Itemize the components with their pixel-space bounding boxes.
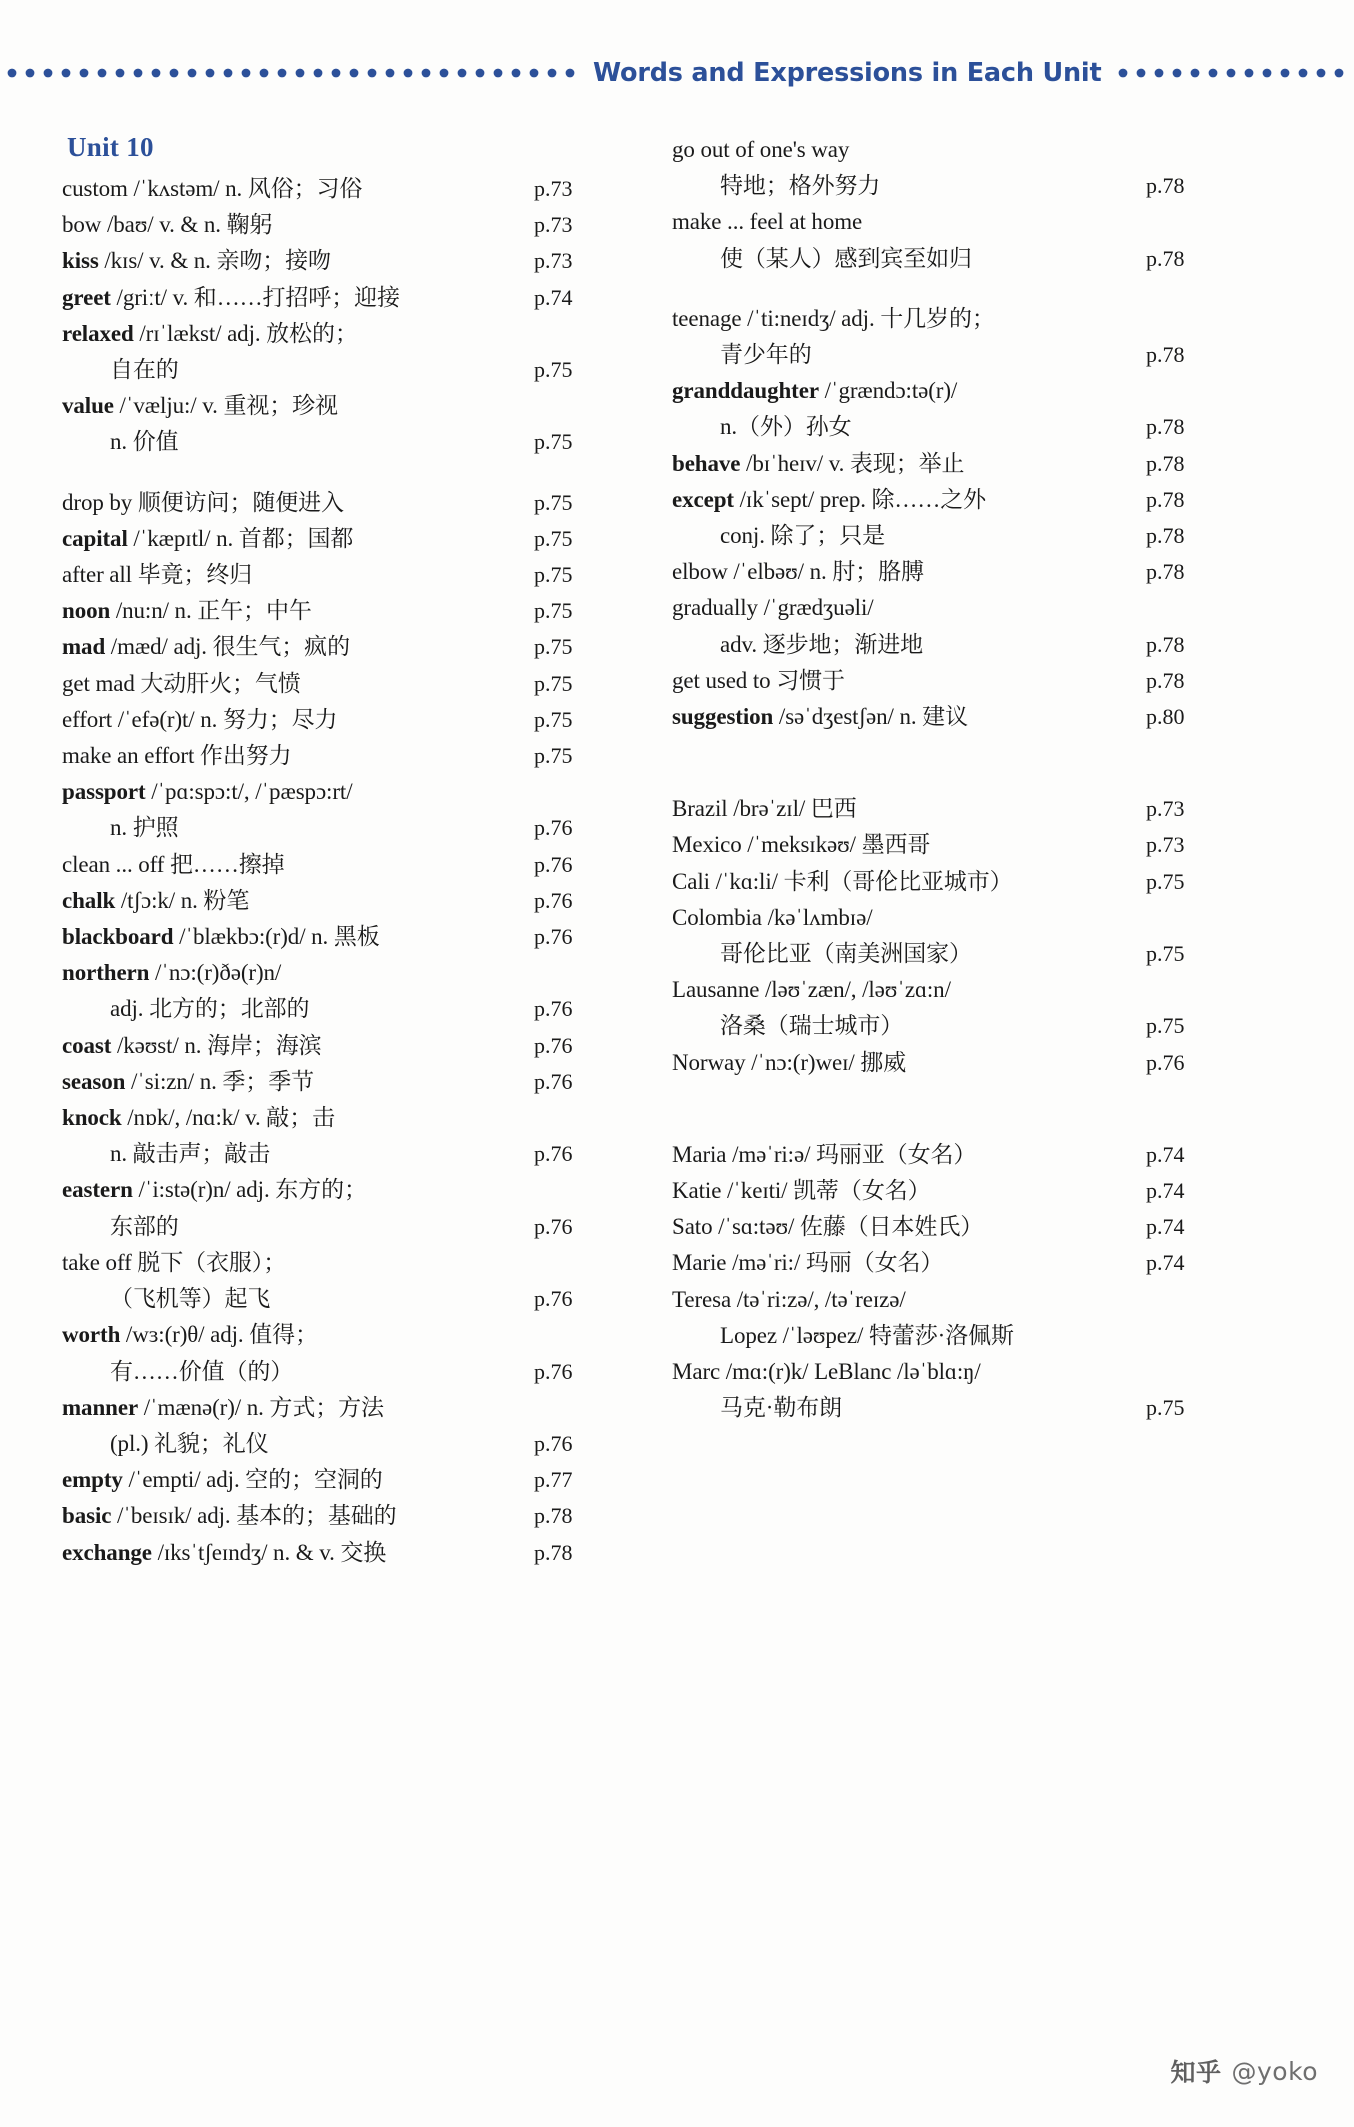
vocab-entry-page: p.75 bbox=[534, 743, 573, 769]
vocab-entry bbox=[672, 1354, 1212, 1390]
vocab-entry bbox=[672, 301, 1212, 337]
vocab-entry-text: 马克·勒布朗 bbox=[720, 1395, 843, 1421]
vocab-entry bbox=[672, 1245, 1212, 1281]
vocab-entry-text: relaxed /rɪˈlækst/ adj. 放松的； bbox=[62, 320, 358, 346]
vocab-entry-text: Lopez /ˈləʊpez/ 特蕾莎·洛佩斯 bbox=[720, 1322, 1014, 1348]
header-dots-left bbox=[4, 67, 579, 79]
vocab-entry bbox=[62, 207, 602, 243]
vocab-entry bbox=[62, 352, 602, 388]
vocab-entry-page: p.78 bbox=[534, 1503, 573, 1529]
watermark-logo: 知乎 bbox=[1170, 2058, 1222, 2087]
vocab-entry bbox=[62, 629, 602, 665]
vocab-entry-page: p.76 bbox=[534, 1068, 573, 1094]
vocab-entry bbox=[62, 810, 602, 846]
vocab-entry-page: p.76 bbox=[534, 996, 573, 1022]
vocab-entry bbox=[62, 485, 602, 521]
vocab-entry-text: get used to 习惯于 bbox=[672, 667, 845, 693]
vocab-entry bbox=[62, 883, 602, 919]
vocab-entry-text: adj. 北方的；北部的 bbox=[110, 996, 310, 1022]
vocab-entry bbox=[62, 171, 602, 207]
vocab-entry bbox=[672, 972, 1212, 1008]
vocab-entry-page: p.75 bbox=[1146, 1013, 1185, 1039]
vocab-entry-text: kiss /kɪs/ v. & n. 亲吻；接吻 bbox=[62, 248, 331, 274]
vocab-entry-text: passport /ˈpɑ:spɔ:t/, /ˈpæspɔ:rt/ bbox=[62, 779, 353, 805]
vocab-entry bbox=[62, 1462, 602, 1498]
vocab-entry-text: effort /ˈefə(r)t/ n. 努力；尽力 bbox=[62, 706, 338, 732]
vocab-entry-page: p.77 bbox=[534, 1467, 573, 1493]
vocab-entry-page: p.73 bbox=[534, 248, 573, 274]
vocab-entry-page: p.75 bbox=[534, 706, 573, 732]
vocab-entry-text: empty /ˈempti/ adj. 空的；空洞的 bbox=[62, 1467, 383, 1493]
vocab-entry-page: p.75 bbox=[534, 670, 573, 696]
watermark-handle: @yoko bbox=[1231, 2056, 1318, 2086]
vocab-entry bbox=[672, 1173, 1212, 1209]
vocab-entry-page: p.78 bbox=[1146, 667, 1185, 693]
vocab-entry-page: p.78 bbox=[1146, 631, 1185, 657]
vocab-entry-text: Katie /ˈkeɪti/ 凯蒂（女名） bbox=[672, 1178, 931, 1204]
vocab-entry-text: season /ˈsi:zn/ n. 季；季节 bbox=[62, 1068, 314, 1094]
vocab-entry-text: n.（外）孙女 bbox=[720, 414, 852, 440]
vocab-entry bbox=[672, 1045, 1212, 1081]
vocab-entry bbox=[62, 1317, 602, 1353]
vocab-entry-page: p.78 bbox=[1146, 523, 1185, 549]
vocab-entry-text: worth /wɜ:(r)θ/ adj. 值得； bbox=[62, 1322, 318, 1348]
vocab-entry bbox=[672, 1282, 1212, 1318]
vocab-entry-page: p.76 bbox=[534, 1213, 573, 1239]
unit-title: Unit 10 bbox=[67, 132, 154, 162]
vocab-entry-page: p.76 bbox=[534, 1358, 573, 1384]
vocab-entry-text: noon /nu:n/ n. 正午；中午 bbox=[62, 598, 312, 624]
vocab-entry-text: blackboard /ˈblækbɔ:(r)d/ n. 黑板 bbox=[62, 924, 380, 950]
vocab-entry-text: after all 毕竟；终归 bbox=[62, 562, 253, 588]
vocab-entry-page: p.73 bbox=[1146, 796, 1185, 822]
vocab-entry-page: p.75 bbox=[534, 429, 573, 455]
vocab-entry-text: Norway /ˈnɔ:(r)weɪ/ 挪威 bbox=[672, 1049, 907, 1075]
vocab-entry-page: p.73 bbox=[1146, 832, 1185, 858]
vocab-entry-text: Sato /ˈsɑ:təʊ/ 佐藤（日本姓氏） bbox=[672, 1214, 984, 1240]
right-column bbox=[672, 132, 1212, 2127]
vocab-entry-page: p.76 bbox=[534, 1032, 573, 1058]
vocab-entry bbox=[62, 702, 602, 738]
vocab-entry-text: Cali /ˈkɑ:li/ 卡利（哥伦比亚城市） bbox=[672, 868, 1013, 894]
vocab-entry bbox=[62, 738, 602, 774]
vocab-entry-text: basic /ˈbeɪsɪk/ adj. 基本的；基础的 bbox=[62, 1503, 397, 1529]
vocab-entry-text: except /ɪkˈsept/ prep. 除……之外 bbox=[672, 486, 987, 512]
vocab-entry-text: 青少年的 bbox=[720, 342, 812, 368]
vocab-entry bbox=[62, 666, 602, 702]
vocab-entry-page: p.74 bbox=[1146, 1250, 1185, 1276]
vocab-entry-text: greet /griːt/ v. 和……打招呼；迎接 bbox=[62, 284, 400, 310]
vocab-entry-text: adv. 逐步地；渐进地 bbox=[720, 631, 924, 657]
vocab-entry bbox=[62, 1245, 602, 1281]
vocab-entry-text: drop by 顺便访问；随便进入 bbox=[62, 489, 344, 515]
vocab-entry-text: Colombia /kəˈlʌmbɪə/ bbox=[672, 904, 873, 930]
vocab-entry-text: coast /kəʊst/ n. 海岸；海滨 bbox=[62, 1032, 322, 1058]
vocab-entry-text: conj. 除了；只是 bbox=[720, 523, 885, 549]
vocab-entry-page: p.78 bbox=[1146, 559, 1185, 585]
vocab-entry bbox=[672, 663, 1212, 699]
vocab-entry-text: n. 价值 bbox=[110, 429, 179, 455]
vocab-entry bbox=[62, 991, 602, 1027]
vocab-entry-page: p.76 bbox=[534, 1141, 573, 1167]
vocab-entry bbox=[62, 316, 602, 352]
vocab-entry bbox=[672, 241, 1212, 277]
vocab-entry-text: take off 脱下（衣服）； bbox=[62, 1249, 287, 1275]
header-dots-right bbox=[1115, 67, 1350, 79]
vocab-entry bbox=[62, 593, 602, 629]
vocab-entry-text: behave /bɪˈheɪv/ v. 表现；举止 bbox=[672, 450, 965, 476]
vocab-entry-text: value /ˈvælju:/ v. 重视；珍视 bbox=[62, 393, 338, 419]
vocab-entry bbox=[62, 521, 602, 557]
vocab-entry-page: p.78 bbox=[534, 1539, 573, 1565]
vocab-entry-page: p.74 bbox=[1146, 1178, 1185, 1204]
vocab-entry bbox=[62, 847, 602, 883]
vocab-entry bbox=[672, 1209, 1212, 1245]
vocab-entry-text: 哥伦比亚（南美洲国家） bbox=[720, 941, 972, 967]
vocab-entry bbox=[672, 132, 1212, 168]
vocab-entry bbox=[672, 699, 1212, 735]
vocab-entry-text: (pl.) 礼貌；礼仪 bbox=[110, 1430, 269, 1456]
vocab-entry-page: p.75 bbox=[534, 357, 573, 383]
vocab-entry bbox=[62, 243, 602, 279]
vocab-entry-page: p.78 bbox=[1146, 173, 1185, 199]
vocab-entry-page: p.75 bbox=[1146, 868, 1185, 894]
vocab-entry-page: p.74 bbox=[1146, 1214, 1185, 1240]
vocab-entry-text: Marc /mɑ:(r)k/ LeBlanc /ləˈblɑ:ŋ/ bbox=[672, 1359, 981, 1385]
vocab-entry-text: gradually /ˈgrædʒuəli/ bbox=[672, 595, 874, 621]
vocab-entry-page: p.78 bbox=[1146, 486, 1185, 512]
vocab-entry bbox=[62, 280, 602, 316]
vocab-entry bbox=[672, 1008, 1212, 1044]
vocab-entry bbox=[672, 1137, 1212, 1173]
vocab-entry bbox=[672, 482, 1212, 518]
vocab-entry bbox=[672, 518, 1212, 554]
vocab-entry-page: p.75 bbox=[1146, 1395, 1185, 1421]
vocab-entry-page: p.75 bbox=[534, 562, 573, 588]
vocab-entry-text: get mad 大动肝火；气愤 bbox=[62, 670, 301, 696]
vocab-entry-page: p.75 bbox=[534, 489, 573, 515]
vocab-entry-page: p.75 bbox=[534, 634, 573, 660]
vocab-entry bbox=[672, 900, 1212, 936]
vocab-entry-page: p.76 bbox=[1146, 1049, 1185, 1075]
vocab-entry-page: p.74 bbox=[1146, 1141, 1185, 1167]
vocab-entry-text: manner /ˈmænə(r)/ n. 方式；方法 bbox=[62, 1394, 384, 1420]
right-entry-list bbox=[672, 132, 1212, 1427]
vocab-entry bbox=[672, 446, 1212, 482]
vocab-entry bbox=[62, 1426, 602, 1462]
vocab-entry-text: make ... feel at home bbox=[672, 209, 863, 235]
vocab-entry-text: 洛桑（瑞士城市） bbox=[720, 1013, 904, 1039]
page-header bbox=[0, 52, 1354, 94]
vocab-entry-page: p.76 bbox=[534, 815, 573, 841]
vocab-entry-page: p.75 bbox=[1146, 941, 1185, 967]
vocab-entry bbox=[672, 373, 1212, 409]
vocab-entry-text: Teresa /təˈri:zə/, /təˈreɪzə/ bbox=[672, 1286, 906, 1312]
vocab-entry bbox=[62, 919, 602, 955]
vocab-entry-text: knock /nɒk/, /nɑ:k/ v. 敲；击 bbox=[62, 1105, 336, 1131]
vocab-entry bbox=[62, 1028, 602, 1064]
vocab-entry bbox=[62, 388, 602, 424]
watermark bbox=[1171, 2053, 1319, 2089]
vocab-entry-text: eastern /ˈi:stə(r)n/ adj. 东方的； bbox=[62, 1177, 367, 1203]
vocab-entry-text: exchange /ɪksˈtʃeɪndʒ/ n. & v. 交换 bbox=[62, 1539, 387, 1565]
left-column bbox=[62, 132, 602, 2127]
vocab-entry-text: teenage /ˈti:neɪdʒ/ adj. 十几岁的； bbox=[672, 305, 995, 331]
vocab-entry bbox=[672, 627, 1212, 663]
vocab-entry bbox=[62, 1064, 602, 1100]
vocab-entry bbox=[62, 1209, 602, 1245]
vocab-entry bbox=[62, 774, 602, 810]
vocab-entry-text: n. 护照 bbox=[110, 815, 179, 841]
vocab-entry-text: 有……价值（的） bbox=[110, 1358, 294, 1384]
vocab-entry bbox=[62, 1100, 602, 1136]
vocab-entry-page: p.80 bbox=[1146, 704, 1185, 730]
vocab-entry-page: p.78 bbox=[1146, 342, 1185, 368]
vocab-entry bbox=[62, 1281, 602, 1317]
vocab-entry bbox=[672, 791, 1212, 827]
vocab-entry-text: Brazil /brəˈzɪl/ 巴西 bbox=[672, 796, 857, 822]
vocabulary-columns bbox=[0, 132, 1354, 2127]
vocab-entry-text: custom /ˈkʌstəm/ n. 风俗；习俗 bbox=[62, 176, 363, 201]
vocab-entry-page: p.73 bbox=[534, 212, 573, 238]
vocab-entry bbox=[62, 1390, 602, 1426]
vocab-entry bbox=[672, 1318, 1212, 1354]
vocab-entry bbox=[62, 424, 602, 460]
vocab-entry-page: p.76 bbox=[534, 924, 573, 950]
vocab-entry-text: northern /ˈnɔ:(r)ðə(r)n/ bbox=[62, 960, 282, 986]
vocab-entry bbox=[672, 168, 1212, 204]
vocab-entry-page: p.78 bbox=[1146, 450, 1185, 476]
vocab-entry bbox=[672, 1390, 1212, 1426]
vocab-entry bbox=[62, 1535, 602, 1571]
vocab-entry bbox=[62, 1172, 602, 1208]
vocab-entry-text: Lausanne /ləʊˈzæn/, /ləʊˈzɑ:n/ bbox=[672, 977, 951, 1003]
vocab-entry-text: make an effort 作出努力 bbox=[62, 743, 292, 769]
vocab-entry-text: n. 敲击声；敲击 bbox=[110, 1141, 271, 1167]
vocab-entry-page: p.73 bbox=[534, 176, 573, 201]
vocab-entry-text: Mexico /ˈmeksɪkəʊ/ 墨西哥 bbox=[672, 832, 931, 858]
vocab-entry bbox=[672, 590, 1212, 626]
vocab-entry-page: p.75 bbox=[534, 598, 573, 624]
left-entry-list bbox=[62, 171, 602, 1571]
vocab-entry-text: chalk /tʃɔ:k/ n. 粉笔 bbox=[62, 887, 250, 913]
vocab-entry bbox=[62, 1354, 602, 1390]
vocab-entry bbox=[672, 936, 1212, 972]
vocab-entry-text: mad /mæd/ adj. 很生气；疯的 bbox=[62, 634, 350, 660]
vocab-entry-text: capital /ˈkæpɪtl/ n. 首都；国都 bbox=[62, 525, 354, 551]
vocab-entry-text: elbow /ˈelbəʊ/ n. 肘；胳膊 bbox=[672, 559, 924, 585]
vocab-entry bbox=[672, 409, 1212, 445]
vocab-entry bbox=[672, 554, 1212, 590]
vocab-entry-page: p.76 bbox=[534, 851, 573, 877]
vocab-entry-text: （飞机等）起飞 bbox=[110, 1286, 271, 1312]
vocab-entry bbox=[672, 337, 1212, 373]
vocab-entry-page: p.78 bbox=[1146, 414, 1185, 440]
vocab-entry-text: suggestion /səˈdʒestʃən/ n. 建议 bbox=[672, 704, 968, 730]
vocab-entry-text: 使（某人）感到宾至如归 bbox=[720, 245, 972, 271]
vocab-entry-page: p.74 bbox=[534, 284, 573, 310]
vocab-entry-text: clean ... off 把……擦掉 bbox=[62, 851, 285, 877]
vocab-entry bbox=[672, 204, 1212, 240]
vocab-entry-page: p.76 bbox=[534, 1286, 573, 1312]
vocab-entry bbox=[62, 1136, 602, 1172]
vocab-entry-text: 特地；格外努力 bbox=[720, 173, 881, 199]
vocab-entry-text: 自在的 bbox=[110, 357, 179, 383]
vocab-entry-text: Maria /məˈri:ə/ 玛丽亚（女名） bbox=[672, 1141, 977, 1167]
vocab-entry-text: go out of one's way bbox=[672, 137, 850, 162]
vocab-entry bbox=[672, 864, 1212, 900]
vocab-entry-page: p.75 bbox=[534, 525, 573, 551]
vocab-entry bbox=[62, 557, 602, 593]
vocab-entry-page: p.78 bbox=[1146, 245, 1185, 271]
vocab-entry-text: 东部的 bbox=[110, 1213, 179, 1239]
vocab-entry-page: p.76 bbox=[534, 1430, 573, 1456]
vocab-entry bbox=[62, 1498, 602, 1534]
vocab-entry bbox=[672, 827, 1212, 863]
vocab-entry bbox=[62, 955, 602, 991]
page-header-title: Words and Expressions in Each Unit bbox=[593, 58, 1102, 88]
vocab-entry-text: granddaughter /ˈgrændɔ:tə(r)/ bbox=[672, 378, 958, 404]
vocab-entry-page: p.76 bbox=[534, 887, 573, 913]
vocab-entry-text: Marie /məˈri:/ 玛丽（女名） bbox=[672, 1250, 944, 1276]
vocab-entry-text: bow /baʊ/ v. & n. 鞠躬 bbox=[62, 212, 273, 238]
